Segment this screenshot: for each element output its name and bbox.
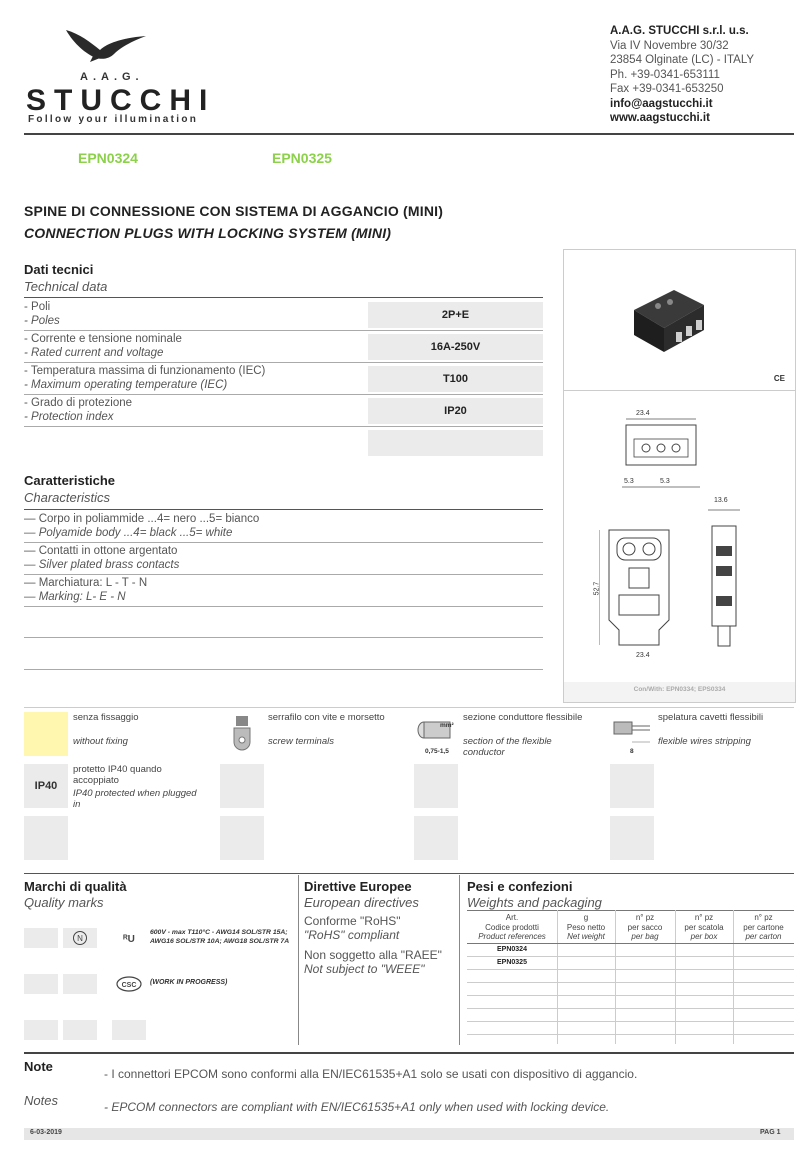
table-header-cell: g Peso netto Net weight [566, 913, 606, 941]
csa-mark-icon [112, 974, 146, 994]
dim-side-label: 13.6 [714, 497, 728, 504]
table-row [467, 983, 794, 996]
quality-heading-it: Marchi di qualità [24, 879, 127, 894]
footer-date: 6-03-2019 [30, 1129, 62, 1136]
tech-row-divider [24, 362, 543, 363]
ip40-icon: IP40 [24, 764, 68, 808]
table-header-cell: n° pz per scatola per box [684, 913, 724, 941]
tech-row-label-it: - Grado di protezione [24, 397, 133, 409]
tech-row-label-it: - Temperatura massima di funzionamento (IEC) [24, 365, 266, 377]
dim-top-label: 23.4 [636, 410, 650, 417]
front-view-drawing-icon [599, 520, 689, 655]
tech-row-label-it: - Poli [24, 301, 51, 313]
rohs-it: Conforme "RoHS" [304, 914, 401, 928]
tech-row-value: T100 [368, 366, 543, 392]
chars-divider [24, 606, 543, 607]
empty-feature-box [220, 764, 264, 808]
feature-label-it: serrafilo con vite e morsetto [268, 712, 385, 723]
product-image-panel [563, 249, 796, 703]
notes-rule [24, 1052, 794, 1054]
dim-right-label: 5.3 [660, 478, 670, 485]
tech-row-value: IP20 [368, 398, 543, 424]
table-row [467, 996, 794, 1009]
chars-row-en: — Marking: L- E - N [24, 591, 126, 603]
dim-left-label: 5.3 [624, 478, 634, 485]
empty-feature-box [610, 816, 654, 860]
tech-row-empty-value [368, 430, 543, 456]
chars-divider [24, 669, 543, 670]
company-email[interactable]: info@aagstucchi.it [610, 97, 713, 110]
table-header-cell: Art. Codice prodotti Product references [478, 913, 546, 941]
empty-mark-box [112, 1020, 146, 1040]
empty-feature-box [414, 816, 458, 860]
top-view-drawing-icon [594, 405, 714, 500]
empty-mark-box [24, 928, 58, 948]
tech-row-label-it: - Corrente e tensione nominale [24, 333, 182, 345]
page-title-it: SPINE DI CONNESSIONE CON SISTEMA DI AGGANCIO (MINI) [24, 203, 444, 219]
dim-bottom-label: 23.4 [636, 652, 650, 659]
col-divider [459, 875, 460, 1045]
empty-mark-box [63, 1020, 97, 1040]
weights-heading-it: Pesi e confezioni [467, 879, 573, 894]
features-rule [24, 707, 794, 708]
feature-label-en: flexible wires stripping [658, 736, 751, 747]
screw-terminal-icon [220, 712, 264, 756]
quality-heading-en: Quality marks [24, 895, 104, 910]
raee-it: Non soggetto alla "RAEE" [304, 948, 442, 962]
company-fax: Fax +39-0341-653250 [610, 83, 724, 95]
conductor-icon-label: 0,75-1,5 [425, 748, 449, 755]
tech-row-divider [24, 394, 543, 395]
svg-text:CSC: CSC [121, 982, 137, 989]
feature-label-it: sezione conduttore flessibile [463, 712, 583, 723]
dim-height-label: 52.7 [593, 581, 601, 596]
feature-label-en: section of the flexible conductor [463, 736, 552, 758]
table-row [467, 1022, 794, 1035]
plug-photo-icon [624, 280, 724, 365]
raee-en: Not subject to "WEEE" [304, 962, 425, 976]
tech-row-label-en: - Poles [24, 315, 60, 327]
notes-heading-en: Notes [24, 1093, 58, 1108]
chars-row-it: — Marchiatura: L - T - N [24, 577, 148, 589]
lower-section-rule [24, 873, 794, 874]
table-row [467, 1035, 794, 1043]
tech-rule [24, 297, 543, 298]
chars-row-en: — Silver plated brass contacts [24, 559, 180, 571]
note-text-en: - EPCOM connectors are compliant with EN/IEC61535+A1 only when used with locking device. [104, 1100, 610, 1114]
tech-row-value: 2P+E [368, 302, 543, 328]
table-row [467, 1009, 794, 1022]
table-header-cell: n° pz per cartone per carton [743, 913, 784, 941]
company-info [610, 24, 754, 126]
chars-row-it: — Corpo in poliammide ...4= nero ...5= bianco [24, 513, 260, 525]
directives-heading-it: Direttive Europee [304, 879, 412, 894]
empty-feature-box [610, 764, 654, 808]
side-view-drawing-icon [704, 506, 744, 661]
chars-row-en: — Polyamide body ...4= black ...5= white [24, 527, 233, 539]
logo-top-text: A.A.G. [80, 71, 144, 83]
panel-caption: Con/With: EPN0334; EPS0334 [633, 686, 726, 693]
n-mark-icon [63, 928, 97, 948]
csa-mark-text: (WORK IN PROGRESS) [150, 979, 228, 986]
table-header-cell: n° pz per sacco per bag [627, 913, 663, 941]
feature-label-en: screw terminals [268, 736, 334, 747]
tech-heading-it: Dati tecnici [24, 262, 94, 277]
product-code-2: EPN0325 [272, 150, 332, 166]
ul-mark-icon [112, 928, 146, 948]
panel-divider [564, 390, 795, 391]
tech-row-divider [24, 330, 543, 331]
col-divider [298, 875, 299, 1045]
logo-name: STUCCHI [26, 84, 216, 117]
chars-heading-en: Characteristics [24, 490, 110, 505]
tech-row-label-en: - Protection index [24, 411, 114, 423]
chars-row-it: — Contatti in ottone argentato [24, 545, 178, 557]
svg-text:N: N [77, 934, 83, 943]
company-address-2: 23854 Olginate (LC) - ITALY [610, 54, 755, 66]
notes-heading-it: Note [24, 1059, 53, 1074]
footer-page: PAG 1 [760, 1129, 781, 1136]
empty-mark-box [24, 1020, 58, 1040]
footer-bar [24, 1128, 794, 1140]
chars-divider [24, 574, 543, 575]
tech-row-value: 16A-250V [368, 334, 543, 360]
empty-mark-box [24, 974, 58, 994]
chars-heading-it: Caratteristiche [24, 473, 116, 488]
ul-mark-text: 600V - max T110°C - AWG14 SOL/STR 15A; AWG16 SOL/STR 10A; AWG18 SOL/STR 7A [150, 929, 290, 945]
feature-label-it: spelatura cavetti flessibili [658, 712, 764, 723]
table-row [467, 970, 794, 983]
product-code-1: EPN0324 [78, 150, 138, 166]
empty-feature-box [414, 764, 458, 808]
empty-mark-box [63, 974, 97, 994]
feature-label-it: protetto IP40 quando accoppiato [73, 764, 162, 786]
table-row: EPN0324 [467, 944, 794, 957]
tech-row-label-en: - Rated current and voltage [24, 347, 164, 359]
feature-label-it: senza fissaggio [73, 712, 139, 723]
feature-label-en: without fixing [73, 736, 128, 747]
chars-rule [24, 509, 543, 510]
company-name: A.A.G. STUCCHI s.r.l. u.s. [610, 25, 749, 37]
chars-divider [24, 542, 543, 543]
empty-feature-box [24, 816, 68, 860]
rohs-en: "RoHS" compliant [304, 928, 400, 942]
table-row: EPN0325 [467, 957, 794, 970]
company-phone: Ph. +39-0341-653111 [610, 68, 720, 81]
tech-row-label-en: - Maximum operating temperature (IEC) [24, 379, 228, 391]
empty-feature-box [220, 816, 264, 860]
tech-heading-en: Technical data [24, 279, 108, 294]
tech-row-divider [24, 426, 543, 427]
ce-mark: CE [773, 374, 785, 383]
weights-table [467, 910, 794, 1044]
company-address-1: Via IV Novembre 30/32 [610, 39, 729, 52]
feature-label-en: IP40 protected when plugged in [73, 788, 197, 810]
stripping-icon-label: 8 [630, 748, 634, 755]
header-divider [24, 133, 794, 135]
company-website[interactable]: www.aagstucchi.it [610, 112, 710, 124]
svg-text:ᴿU: ᴿU [123, 934, 135, 945]
logo-tagline: Follow your illumination [28, 114, 199, 125]
page-title-en: CONNECTION PLUGS WITH LOCKING SYSTEM (MINI) [24, 225, 392, 241]
note-text-it: - I connettori EPCOM sono conformi alla EN/IEC61535+A1 solo se usati con dispositivo di aggancio. [104, 1067, 638, 1081]
weights-heading-en: Weights and packaging [467, 895, 602, 910]
no-fixing-icon [24, 712, 68, 756]
directives-heading-en: European directives [304, 895, 419, 910]
conductor-icon-unit: mm² [440, 722, 454, 729]
chars-divider [24, 637, 543, 638]
